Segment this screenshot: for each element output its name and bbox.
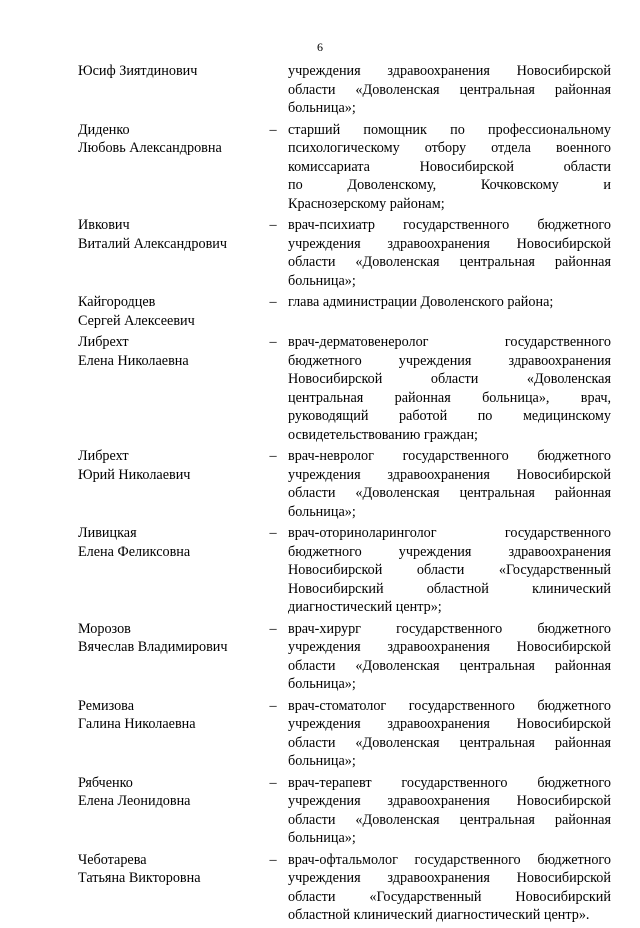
position-line: учреждения здравоохранения Новосибирской bbox=[288, 716, 611, 732]
member-given-names: Галина Николаевна bbox=[78, 716, 196, 732]
member-name bbox=[78, 62, 258, 118]
member-given-names: Татьяна Викторовна bbox=[78, 870, 201, 886]
member-position bbox=[288, 293, 611, 330]
member-position bbox=[288, 697, 611, 771]
member-position bbox=[288, 447, 611, 521]
dash-separator: – bbox=[269, 525, 277, 541]
position-line: больница»; bbox=[288, 830, 356, 846]
member-surname: Ливицкая bbox=[78, 525, 137, 541]
member-given-names: Елена Леонидовна bbox=[78, 793, 191, 809]
member-entry bbox=[78, 333, 612, 444]
position-line: врач-невролог государственного бюджетного bbox=[288, 448, 611, 464]
member-name bbox=[78, 293, 258, 330]
position-line: бюджетного учреждения здравоохранения bbox=[288, 543, 611, 560]
member-given-names: Вячеслав Владимирович bbox=[78, 639, 228, 655]
position-line: по Доволенскому, Кочковскому и bbox=[288, 177, 611, 193]
position-line: учреждения здравоохранения Новосибирской bbox=[288, 639, 611, 655]
position-line: врач-психиатр государственного бюджетного bbox=[288, 217, 611, 233]
member-position bbox=[288, 524, 611, 617]
member-entry bbox=[78, 697, 612, 771]
member-given-names: Юрий Николаевич bbox=[78, 466, 191, 483]
position-line: области «Доволенская центральная районная bbox=[288, 734, 611, 751]
member-position bbox=[288, 620, 611, 694]
position-line: глава администрации Доволенского района; bbox=[288, 294, 554, 310]
position-line: диагностический центр»; bbox=[288, 599, 442, 615]
member-given-names: Елена Феликсовна bbox=[78, 543, 191, 560]
position-line: области «Доволенская центральная районная bbox=[288, 254, 611, 270]
member-entry bbox=[78, 851, 612, 925]
position-line: больница»; bbox=[288, 100, 356, 116]
position-line: комиссариата Новосибирской области bbox=[288, 158, 611, 175]
position-line: больница»; bbox=[288, 676, 356, 692]
position-line: Новосибирской области «Государственный bbox=[288, 562, 611, 578]
member-surname: Рябченко bbox=[78, 774, 133, 791]
position-line: врач-оториноларинголог государственного bbox=[288, 525, 611, 541]
member-name bbox=[78, 697, 258, 771]
member-name-line: Юсиф Зиятдинович bbox=[78, 63, 198, 79]
position-line: больница»; bbox=[288, 272, 356, 289]
position-line: врач-хирург государственного бюджетного bbox=[288, 620, 611, 637]
member-given-names: Любовь Александровна bbox=[78, 140, 222, 156]
position-line: больница»; bbox=[288, 753, 356, 769]
position-line: областной клинический диагностический центр». bbox=[288, 907, 590, 923]
position-line: области «Государственный Новосибирский bbox=[288, 888, 611, 905]
dash-separator: – bbox=[269, 774, 277, 791]
member-given-names: Сергей Алексеевич bbox=[78, 312, 195, 329]
member-position bbox=[288, 774, 611, 848]
commission-member-list bbox=[78, 62, 612, 928]
position-line: врач-дерматовенеролог государственного bbox=[288, 334, 611, 350]
position-line: учреждения здравоохранения Новосибирской bbox=[288, 793, 611, 809]
dash-separator: – bbox=[269, 121, 277, 138]
position-line: врач-стоматолог государственного бюджетного bbox=[288, 697, 611, 714]
dash-separator: – bbox=[269, 294, 277, 310]
position-line: учреждения здравоохранения Новосибирской bbox=[288, 63, 611, 79]
member-entry bbox=[78, 293, 612, 330]
position-line: психологическому отбору отдела военного bbox=[288, 140, 611, 156]
member-name bbox=[78, 447, 258, 521]
position-line: освидетельствованию граждан; bbox=[288, 426, 478, 443]
position-line: врач-офтальмолог государственного бюджетного bbox=[288, 851, 611, 868]
member-surname: Морозов bbox=[78, 620, 131, 637]
member-position bbox=[288, 333, 611, 444]
member-name bbox=[78, 121, 258, 214]
position-line: Краснозерскому районам; bbox=[288, 195, 445, 212]
member-position bbox=[288, 216, 611, 290]
member-entry bbox=[78, 216, 612, 290]
member-name bbox=[78, 524, 258, 617]
member-name bbox=[78, 851, 258, 925]
position-line: руководящий работой по медицинскому bbox=[288, 408, 611, 424]
position-line: области «Доволенская центральная районная bbox=[288, 657, 611, 674]
dash-separator: – bbox=[269, 448, 277, 464]
member-surname: Чеботарева bbox=[78, 851, 147, 868]
member-surname: Диденко bbox=[78, 121, 130, 138]
position-line: области «Доволенская центральная районная bbox=[288, 811, 611, 828]
member-surname: Ивкович bbox=[78, 217, 130, 233]
position-line: области «Доволенская центральная районная bbox=[288, 81, 611, 98]
member-entry bbox=[78, 62, 612, 118]
member-position bbox=[288, 62, 611, 118]
position-line: центральная районная больница», врач, bbox=[288, 389, 611, 406]
member-entry bbox=[78, 774, 612, 848]
dash-separator: – bbox=[269, 697, 277, 714]
position-line: учреждения здравоохранения Новосибирской bbox=[288, 235, 611, 252]
member-entry bbox=[78, 447, 612, 521]
dash-separator bbox=[258, 62, 288, 118]
position-line: Новосибирской области «Доволенская bbox=[288, 371, 611, 387]
member-entry bbox=[78, 620, 612, 694]
position-line: области «Доволенская центральная районная bbox=[288, 485, 611, 501]
member-given-names: Елена Николаевна bbox=[78, 352, 189, 369]
position-line: Новосибирский областной клинический bbox=[288, 580, 611, 597]
member-given-names: Виталий Александрович bbox=[78, 235, 228, 252]
member-entry bbox=[78, 524, 612, 617]
member-surname: Ремизова bbox=[78, 697, 134, 714]
member-name bbox=[78, 774, 258, 848]
position-line: учреждения здравоохранения Новосибирской bbox=[288, 870, 611, 886]
dash-separator: – bbox=[269, 620, 277, 637]
position-line: старший помощник по профессиональному bbox=[288, 121, 611, 138]
member-name bbox=[78, 620, 258, 694]
position-line: больница»; bbox=[288, 503, 356, 520]
member-surname: Либрехт bbox=[78, 334, 129, 350]
dash-separator: – bbox=[269, 217, 277, 233]
member-name bbox=[78, 333, 258, 444]
member-position bbox=[288, 851, 611, 925]
position-line: врач-терапевт государственного бюджетного bbox=[288, 774, 611, 791]
member-position bbox=[288, 121, 611, 214]
dash-separator: – bbox=[269, 334, 277, 350]
member-surname: Либрехт bbox=[78, 448, 129, 464]
member-entry bbox=[78, 121, 612, 214]
member-name bbox=[78, 216, 258, 290]
dash-separator: – bbox=[269, 851, 277, 868]
member-surname: Кайгородцев bbox=[78, 294, 156, 310]
page-number: 6 bbox=[317, 40, 323, 54]
position-line: бюджетного учреждения здравоохранения bbox=[288, 352, 611, 369]
position-line: учреждения здравоохранения Новосибирской bbox=[288, 466, 611, 483]
